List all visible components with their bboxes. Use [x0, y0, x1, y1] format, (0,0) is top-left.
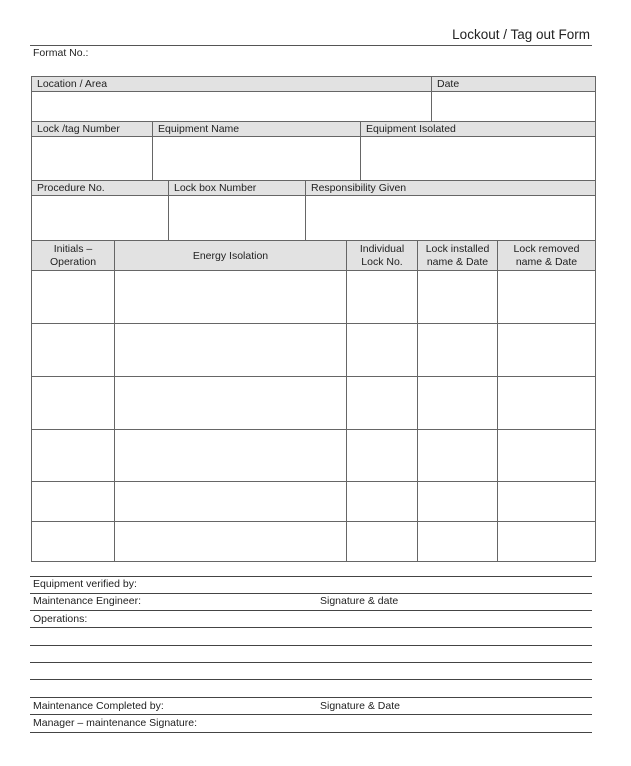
signature-date-label: Signature & date — [320, 595, 399, 607]
operations-line[interactable] — [30, 627, 592, 628]
lock-box-number-field[interactable] — [169, 196, 305, 240]
title-rule — [30, 45, 592, 46]
location-date-header — [32, 77, 595, 92]
header-lock-installed — [418, 241, 497, 271]
lock-box-number-label: Lock box Number — [174, 182, 257, 194]
header-individual-line1: Individual — [359, 243, 405, 255]
header-energy-isolation: Energy Isolation — [192, 249, 269, 262]
maintenance-completed-line[interactable] — [30, 714, 592, 715]
table-row[interactable] — [32, 522, 595, 561]
equipment-verified-line[interactable] — [30, 593, 592, 594]
table-row[interactable] — [32, 271, 595, 323]
header-individual-line2: Lock No. — [361, 256, 403, 268]
form-title: Lockout / Tag out Form — [452, 27, 590, 42]
header-initials-line1: Initials – — [53, 243, 93, 255]
format-number-label: Format No.: — [33, 47, 89, 59]
lock-tag-number-field[interactable] — [32, 137, 152, 180]
maintenance-engineer-line[interactable] — [30, 610, 592, 611]
lock-equipment-section — [31, 121, 596, 181]
equipment-name-field[interactable] — [153, 137, 360, 180]
table-row[interactable] — [32, 377, 595, 429]
procedure-section — [31, 180, 596, 241]
equipment-isolated-field[interactable] — [361, 137, 595, 180]
header-removed-line1: Lock removed — [513, 243, 580, 255]
location-date-section — [31, 76, 596, 122]
operations-line[interactable] — [30, 679, 592, 680]
header-individual-lock-no — [347, 241, 417, 271]
manager-signature-label: Manager – maintenance Signature: — [33, 717, 198, 729]
date-label: Date — [437, 78, 460, 90]
signature-date-label: Signature & Date — [320, 700, 400, 712]
equipment-name-label: Equipment Name — [158, 123, 240, 135]
table-row[interactable] — [32, 324, 595, 376]
maintenance-engineer-label: Maintenance Engineer: — [33, 595, 141, 607]
date-field[interactable] — [432, 92, 595, 121]
energy-isolation-table — [31, 240, 596, 562]
operations-label: Operations: — [33, 613, 88, 625]
responsibility-given-label: Responsibility Given — [311, 182, 407, 194]
footer-rule — [30, 576, 592, 577]
maintenance-completed-label: Maintenance Completed by: — [33, 700, 164, 712]
operations-line[interactable] — [30, 697, 592, 698]
header-lock-removed — [498, 241, 595, 271]
procedure-number-field[interactable] — [32, 196, 168, 240]
operations-line[interactable] — [30, 662, 592, 663]
location-area-label: Location / Area — [37, 78, 108, 90]
header-initials-operation — [32, 241, 114, 271]
responsibility-given-field[interactable] — [306, 196, 595, 240]
manager-signature-line[interactable] — [30, 732, 592, 733]
operations-line[interactable] — [30, 645, 592, 646]
equipment-verified-label: Equipment verified by: — [33, 578, 137, 590]
lock-tag-number-label: Lock /tag Number — [37, 123, 120, 135]
header-installed-line1: Lock installed — [425, 243, 490, 255]
location-area-field[interactable] — [32, 92, 431, 121]
equipment-isolated-label: Equipment Isolated — [366, 123, 456, 135]
header-removed-line2: name & Date — [515, 256, 578, 268]
procedure-number-label: Procedure No. — [37, 182, 105, 194]
table-row[interactable] — [32, 430, 595, 481]
table-row[interactable] — [32, 482, 595, 521]
header-initials-line2: Operation — [49, 256, 97, 268]
header-installed-line2: name & Date — [426, 256, 489, 268]
